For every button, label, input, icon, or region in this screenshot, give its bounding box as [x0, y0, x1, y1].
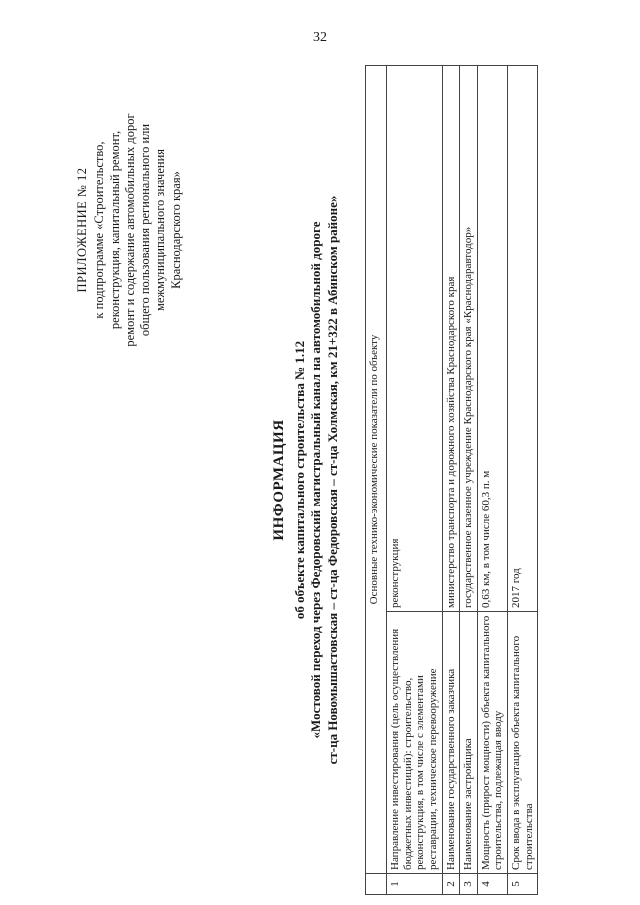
info-line: ст-ца Новомышастовская – ст-ца Федоровская – ст-ца Холмская, км 21+322 в Абинском районе» [325, 195, 341, 765]
appendix-line: ремонт и содержание автомобильных дорог [122, 113, 137, 347]
table-row [508, 66, 538, 895]
info-block [270, 65, 342, 895]
info-line: об объекте капитального строительства № 1.12 [291, 340, 307, 620]
row-value: государственное казенное учреждение Краснодарского края «Краснодаравтодор» [460, 66, 478, 612]
appendix-line: межмуниципального значения [153, 148, 168, 312]
table-row [460, 66, 478, 895]
appendix-title: ПРИЛОЖЕНИЕ № 12 [75, 167, 89, 293]
appendix-line: реконструкция, капитальный ремонт, [107, 130, 122, 330]
info-heading: ИНФОРМАЦИЯ [271, 419, 287, 541]
table-header-row [366, 66, 387, 895]
row-label: Срок ввода в эксплуатацию объекта капитального строительства [508, 612, 538, 874]
row-label: Мощность (прирост мощности) объекта капитального строительства, подлежащая вводу [477, 612, 507, 874]
info-line: «Мостовой переход через Федоровский магистральный канал на автомобильной дороге [308, 221, 324, 739]
row-number: 2 [442, 874, 460, 895]
row-number: 3 [460, 874, 478, 895]
rotated-content [65, 75, 565, 895]
table-row [387, 66, 443, 895]
row-value: 0,63 км, в том числе 60,3 п. м [477, 66, 507, 612]
row-value: 2017 год [508, 66, 538, 612]
table-header: Основные технико-экономические показатели по объекту [366, 66, 387, 874]
appendix-block [75, 65, 184, 395]
table-row [442, 66, 460, 895]
row-number: 5 [508, 874, 538, 895]
page-number: 32 [313, 30, 327, 45]
row-number: 4 [477, 874, 507, 895]
row-number: 1 [387, 874, 443, 895]
table-cell [366, 874, 387, 895]
appendix-line: к подпрограмме «Строительство, [92, 141, 107, 319]
appendix-line: Краснодарского края» [168, 171, 183, 289]
row-value: реконструкция [387, 66, 443, 612]
row-label: Наименование застройщика [460, 612, 478, 874]
row-value: министерство транспорта и дорожного хозяйства Краснодарского края [442, 66, 460, 612]
table-row [477, 66, 507, 895]
row-label: Наименование государственного заказчика [442, 612, 460, 874]
indicators-table [365, 65, 538, 895]
row-label: Направление инвестирования (цель осуществления бюджетных инвестиций): строительство, реконструкция, в том числе с элементами реставрации, техническое перевооружение [387, 612, 443, 874]
appendix-line: общего пользования регионального или [138, 123, 152, 337]
